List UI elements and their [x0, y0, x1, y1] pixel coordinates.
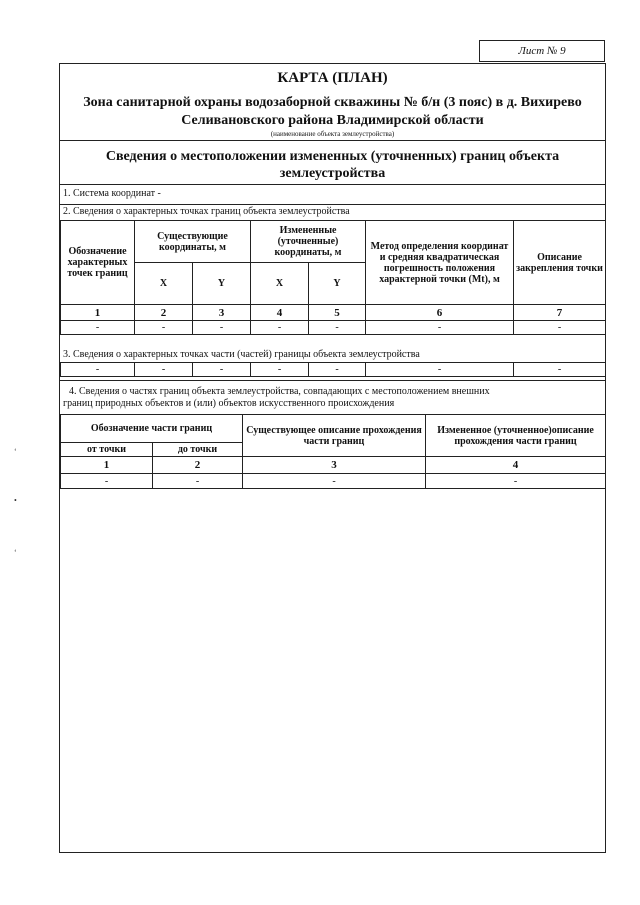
- scan-mark: ‘: [14, 548, 17, 557]
- natural-objects-item: [63, 386, 602, 410]
- part-boundary-points-item: 3. Сведения о характерных точках части (частей) границы объекта землеустройства: [63, 349, 420, 360]
- header-boundary-parts: Обозначение части границ: [61, 415, 243, 443]
- column-number: 3: [243, 457, 426, 474]
- divider: [60, 204, 605, 205]
- table-cell: -: [153, 474, 243, 489]
- table-cell: -: [135, 363, 193, 377]
- header-existing-description: Существующее описание прохождения части границ: [243, 415, 426, 457]
- object-name-line-1: Зона санитарной охраны водозаборной скважины № б/н (3 пояс) в д. Вихирево: [83, 95, 582, 110]
- header-y: Y: [309, 263, 366, 305]
- table-cell: -: [251, 321, 309, 335]
- column-number: 2: [153, 457, 243, 474]
- table-cell: -: [309, 363, 366, 377]
- section-title-line-2: землеустройства: [279, 166, 386, 181]
- column-number: 1: [61, 457, 153, 474]
- header-changed-description: Измененное (уточненное)описание прохождения части границ: [426, 415, 606, 457]
- header-y: Y: [193, 263, 251, 305]
- table-cell: -: [514, 321, 606, 335]
- column-number: 3: [193, 305, 251, 321]
- column-number: 2: [135, 305, 193, 321]
- table-cell: -: [251, 363, 309, 377]
- table-cell: -: [61, 321, 135, 335]
- object-name-caption: (наименование объекта землеустройства): [270, 130, 395, 138]
- header-changed-coords: Измененные (уточненные) координаты, м: [251, 221, 366, 263]
- header-method: Метод определения координат и средняя квадратическая погрешность положения характерной точки (Mt), м: [366, 221, 514, 305]
- table-cell: -: [243, 474, 426, 489]
- object-name-line-2: Селивановского района Владимирской области: [181, 113, 484, 128]
- header-from-point: от точки: [61, 443, 153, 457]
- scan-mark: ‘: [14, 447, 17, 456]
- natural-objects-line-1: 4. Сведения о частях границ объекта землеустройства, совпадающих с местоположением внешних: [69, 386, 490, 397]
- table-cell: -: [426, 474, 606, 489]
- object-name: [60, 94, 605, 130]
- sheet-number: Лист № 9: [479, 40, 605, 62]
- header-x: X: [135, 263, 193, 305]
- boundary-points-table: [60, 220, 606, 335]
- boundary-points-item: 2. Сведения о характерных точках границ объекта землеустройства: [63, 206, 350, 217]
- table-cell: -: [61, 474, 153, 489]
- table-row: [61, 321, 606, 335]
- table-cell: -: [366, 363, 514, 377]
- column-number: 5: [309, 305, 366, 321]
- column-number: 7: [514, 305, 606, 321]
- table-cell: -: [193, 321, 251, 335]
- header-to-point: до точки: [153, 443, 243, 457]
- part-boundary-points-table: [60, 362, 606, 377]
- table-row: [61, 363, 606, 377]
- coordinate-system-item: 1. Система координат -: [63, 188, 161, 199]
- page-title: КАРТА (ПЛАН): [277, 70, 388, 86]
- divider: [60, 184, 605, 185]
- document-frame: [59, 63, 606, 853]
- table-cell: -: [193, 363, 251, 377]
- table-cell: -: [366, 321, 514, 335]
- section-title-line-1: Сведения о местоположении измененных (уточненных) границ объекта: [105, 149, 560, 164]
- scan-mark: •: [14, 496, 17, 505]
- table-cell: -: [61, 363, 135, 377]
- column-number: 6: [366, 305, 514, 321]
- section-title: [60, 148, 605, 182]
- column-number: 4: [426, 457, 606, 474]
- divider: [60, 380, 605, 381]
- column-number: 1: [61, 305, 135, 321]
- natural-objects-line-2: границ природных объектов и (или) объектов искусственного происхождения: [63, 398, 395, 409]
- header-x: X: [251, 263, 309, 305]
- table-cell: -: [135, 321, 193, 335]
- header-designation: Обозначение характерных точек границ: [61, 221, 135, 305]
- header-description: Описание закрепления точки: [514, 221, 606, 305]
- divider: [60, 140, 605, 141]
- table-cell: -: [514, 363, 606, 377]
- header-existing-coords: Существующие координаты, м: [135, 221, 251, 263]
- table-cell: -: [309, 321, 366, 335]
- table-row: [61, 474, 606, 489]
- column-number: 4: [251, 305, 309, 321]
- boundary-parts-table: [60, 414, 606, 489]
